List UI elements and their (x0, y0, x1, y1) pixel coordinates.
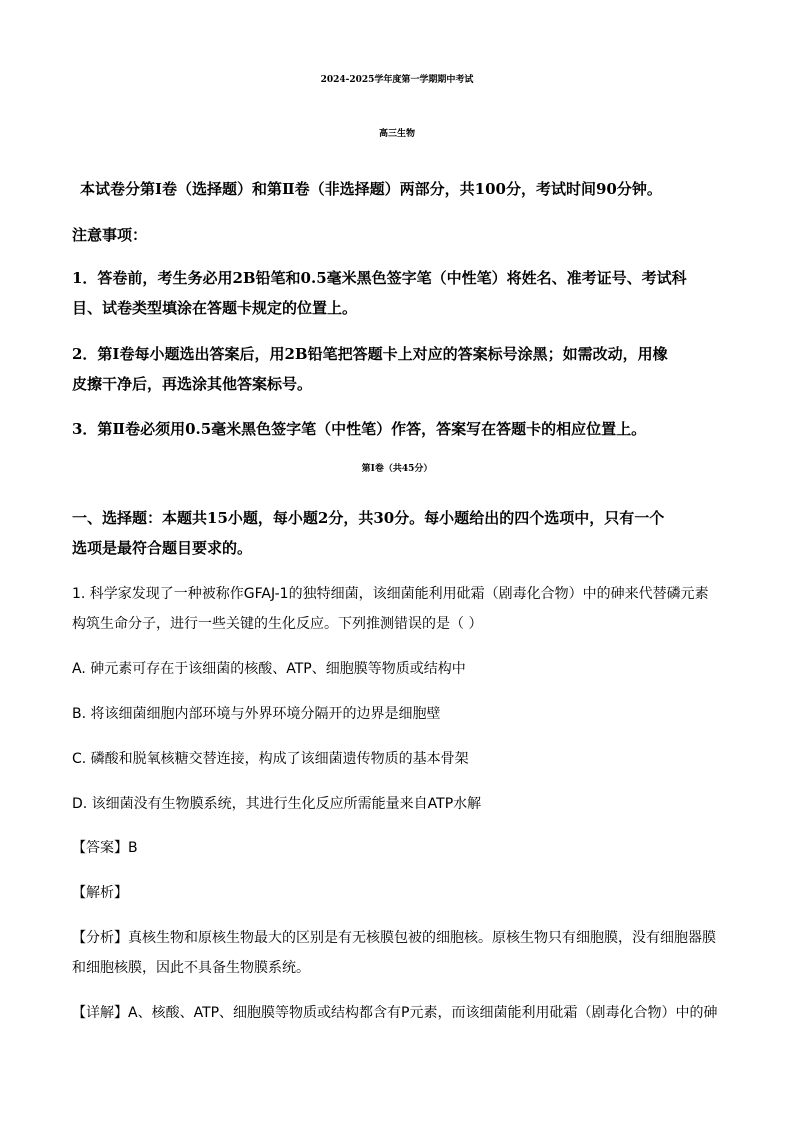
note-2-line-2: 皮擦干净后，再选涂其他答案标号。 (72, 375, 313, 393)
question-1-stem-line-2: 构筑生命分子，进行一些关键的生化反应。下列推测错误的是（ ） (72, 616, 483, 632)
exam-intro: 本试卷分第Ⅰ卷（选择题）和第Ⅱ卷（非选择题）两部分，共100分，考试时间90分钟。 (80, 180, 662, 198)
note-2-line-1: 2．第Ⅰ卷每小题选出答案后，用2B铅笔把答题卡上对应的答案标号涂黑；如需改动，用橡 (72, 345, 668, 363)
question-1-stem-line-1: 1. 科学家发现了一种被称作GFAJ-1的独特细菌，该细菌能利用砒霜（剧毒化合物）中的砷来代替磷元素 (72, 586, 709, 602)
subject-title: 高三生物 (378, 129, 415, 139)
section-1-desc-line-1: 一、选择题：本题共15小题，每小题2分，共30分。每小题给出的四个选项中，只有一个 (72, 509, 665, 527)
section-1-desc-line-2: 选项是最符合题目要求的。 (72, 539, 253, 557)
question-1-option-c: C. 磷酸和脱氧核糖交替连接，构成了该细菌遗传物质的基本骨架 (72, 751, 469, 767)
question-1-analysis-heading: 【解析】 (72, 885, 128, 901)
question-1-detail-line-1: 【详解】A、核酸、ATP、细胞膜等物质或结构都含有P元素，而该细菌能利用砒霜（剧毒化合物）中的砷 (72, 1005, 718, 1021)
question-1-analysis-line-2: 和细胞核膜，因此不具备生物膜系统。 (72, 960, 310, 976)
note-3: 3．第Ⅱ卷必须用0.5毫米黑色签字笔（中性笔）作答，答案写在答题卡的相应位置上。 (72, 420, 647, 438)
question-1-option-b: B. 将该细菌细胞内部环境与外界环境分隔开的边界是细胞壁 (72, 706, 441, 722)
question-1-option-d: D. 该细菌没有生物膜系统，其进行生化反应所需能量来自ATP水解 (72, 796, 482, 812)
note-1-line-1: 1．答卷前，考生务必用2B铅笔和0.5毫米黑色签字笔（中性笔）将姓名、准考证号、考试科 (72, 269, 687, 287)
section-1-heading: 第Ⅰ卷（共45分） (361, 464, 433, 474)
notes-heading: 注意事项： (72, 226, 148, 244)
note-1-line-2: 目、试卷类型填涂在答题卡规定的位置上。 (72, 299, 358, 317)
question-1-analysis-line-1: 【分析】真核生物和原核生物最大的区别是有无核膜包被的细胞核。原核生物只有细胞膜，没有细胞器膜 (72, 930, 716, 946)
question-1-option-a: A. 砷元素可存在于该细菌的核酸、ATP、细胞膜等物质或结构中 (72, 661, 466, 677)
exam-title: 2024-2025学年度第一学期期中考试 (320, 75, 474, 85)
question-1-answer: 【答案】B (72, 840, 138, 856)
